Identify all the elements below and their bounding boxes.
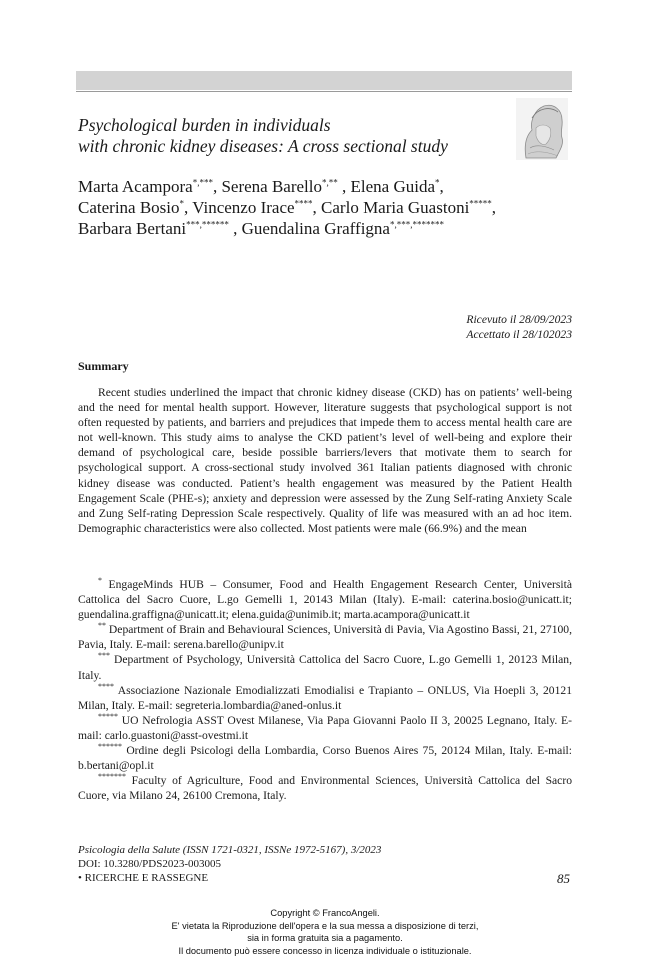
footnote-text: Associazione Nazionale Emodializzati Emodialisi e Trapianto – ONLUS, Via Hoepli 3, 20121 Milan, Italy. E-mail: segreteria.lombardia@aned-onlus.it [78, 683, 572, 712]
page-number: 85 [557, 871, 570, 886]
author-affiliation-mark: *,*** [192, 177, 213, 188]
author-separator: , [439, 177, 444, 196]
footnote-text: UO Nefrologia ASST Ovest Milanese, Via Papa Giovanni Paolo II 3, 20025 Legnano, Italy. E-mail: carlo.guastoni@asst-ovestmi.it [78, 713, 572, 742]
footnote-mark: ******* [98, 772, 126, 782]
affiliation-footnote [78, 713, 572, 743]
author-name: Barbara Bertani [78, 219, 187, 238]
copyright-line-1: Copyright © FrancoAngeli. [270, 908, 380, 918]
footnote-text: Ordine degli Psicologi della Lombardia, Corso Buenos Aires 75, 20124 Milan, Italy. E-mail: b.bertani@opl.it [78, 744, 572, 773]
author-separator: , [337, 177, 351, 196]
received-date: Ricevuto il 28/09/2023 [466, 313, 572, 326]
title-line-2: with chronic kidney diseases: A cross sectional study [78, 136, 448, 156]
author-affiliation-mark: *,***,******* [389, 219, 444, 230]
author-separator: , [228, 219, 242, 238]
journal-info [78, 843, 381, 885]
author-list [78, 176, 578, 239]
summary-text: Recent studies underlined the impact that chronic kidney disease (CKD) has on patients’ well-being and the need for mental health support. However, literature suggests that psychological support is not often requested by patients, and barriers and prejudices that impede them to access mental health care are not well-known. This study aims to analyse the CKD patient’s level of well-being and explore their demand of psychological care, beside possible barriers/levers that motivate them to search for psychological support. A cross-sectional study involved 361 Italian patients diagnosed with chronic kidney disease was conducted. Patient’s health engagement was measured by the Patient Health Engagement Scale (PHE-s); anxiety and depression were assessed by the Zung Self-rating Anxiety Scale and Zung Self-rating Depression Scale respectively. Quality of life was measured with an ad hoc item. Demographic characteristics were also collected. Most patients were male (66.9%) and the mean [78, 386, 572, 535]
footnote-mark: * [98, 576, 102, 586]
author-affiliation-mark: ***,****** [186, 219, 229, 230]
author-name: Carlo Maria Guastoni [321, 198, 470, 217]
author-separator: , [184, 198, 193, 217]
submission-dates [466, 312, 572, 342]
copyright-notice [0, 907, 650, 957]
footnote-mark: ****** [98, 742, 122, 752]
header-rule [76, 91, 572, 92]
affiliation-footnote [78, 683, 572, 713]
affiliation-footnote [78, 577, 572, 622]
copyright-line-4: Il documento può essere concesso in licenza individuale o istituzionale. [178, 945, 472, 956]
accepted-date: Accettato il 28/102023 [466, 328, 572, 341]
article-title [78, 115, 498, 157]
author-separator: , [491, 198, 497, 217]
author-line [78, 176, 578, 197]
author-name: Vincenzo Irace [192, 198, 295, 217]
journal-citation: Psicologia della Salute (ISSN 1721-0321, ISSNe 1972-5167), 3/2023 [78, 844, 382, 856]
title-line-1: Psychological burden in individuals [78, 115, 331, 135]
affiliation-footnote [78, 743, 572, 773]
author-name: Caterina Bosio [78, 198, 180, 217]
footnote-text: Department of Brain and Behavioural Sciences, Università di Pavia, Via Agostino Bassi, 21, 27100, Pavia, Italy. E-mail: serena.barello@unipv.it [78, 623, 572, 652]
affiliation-footnote [78, 622, 572, 652]
journal-doi: DOI: 10.3280/PDS2023-003005 [78, 858, 222, 870]
portrait-engraving-icon [516, 98, 568, 160]
author-affiliation-mark: ***** [469, 198, 492, 209]
affiliation-footnote [78, 652, 572, 682]
copyright-line-2: E' vietata la Riproduzione dell'opera e la sua messa a disposizione di terzi, [171, 920, 479, 931]
author-affiliation-mark: * [179, 198, 185, 209]
author-name: Marta Acampora [78, 177, 193, 196]
author-separator: , [312, 198, 322, 217]
journal-section: • RICERCHE E RASSEGNE [78, 872, 209, 884]
footnote-text: EngageMinds HUB – Consumer, Food and Health Engagement Research Center, Università Cattolica del Sacro Cuore, L.go Gemelli 1, 20143 Milan (Italy). E-mail: caterina.bosio@unicatt.it; guendalina.graffigna@unicatt.it; elena.guida@unimib.it; marta.acampora@unicatt.it [78, 578, 572, 622]
footnote-mark: ** [98, 621, 106, 631]
header-band [76, 71, 572, 90]
summary-heading: Summary [78, 359, 129, 373]
footnote-text: Department of Psychology, Università Cattolica del Sacro Cuore, L.go Gemelli 1, 20123 Milan, Italy. [78, 653, 572, 682]
author-separator: , [212, 177, 222, 196]
author-name: Serena Barello [221, 177, 322, 196]
author-name: Elena Guida [350, 177, 435, 196]
footnote-mark: *** [98, 651, 110, 661]
author-affiliation-mark: **** [294, 198, 313, 209]
author-line [78, 218, 578, 239]
author-affiliation-mark: * [435, 177, 440, 188]
author-line [78, 197, 578, 218]
author-affiliation-mark: *,** [322, 177, 338, 188]
affiliation-footnote [78, 773, 572, 803]
footnote-text: Faculty of Agriculture, Food and Environmental Sciences, Università Cattolica del Sacro Cuore, via Milano 24, 26100 Cremona, Italy. [78, 774, 572, 803]
footnote-mark: **** [98, 681, 114, 691]
affiliation-footnotes [78, 577, 572, 803]
footnote-mark: ***** [98, 711, 118, 721]
author-name: Guendalina Graffigna [241, 219, 390, 238]
copyright-line-3: sia in forma gratuita sia a pagamento. [247, 933, 403, 943]
